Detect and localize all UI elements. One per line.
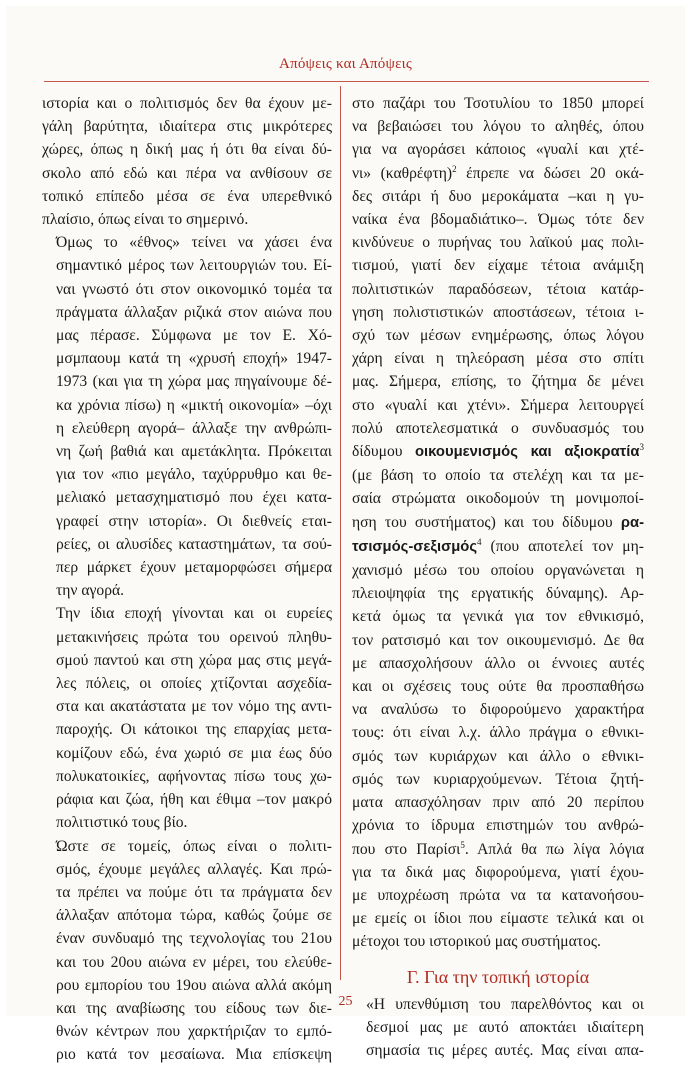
text-line: σμός των κυριαρχούμενων. Τέτοια ζητή- (352, 770, 644, 788)
column-divider (340, 86, 341, 980)
text-line: σημαντικό μέρος των λειτουργιών του. Εί- (56, 257, 332, 275)
text-line (352, 440, 644, 464)
page (6, 6, 685, 1064)
text-run: δίδυμου (352, 443, 416, 461)
paragraph (42, 92, 332, 231)
text-run: . Απλά θα πω λίγα λόγια (464, 840, 644, 858)
right-column (352, 92, 644, 1062)
text-line: χάρη είναι η τηλεόραση μέσα στο σπίτι (352, 350, 644, 368)
text-line: στο «γυαλί και χτένι». Σήμερα λειτουργεί (352, 396, 644, 414)
text-line: Όμως το «έθνος» τείνει να χάσει ένα (56, 234, 332, 252)
text-line: δεσμοί μας με αυτό αποκτάει ιδιαίτερη (366, 1018, 644, 1036)
footnote-marker: 3 (639, 441, 644, 452)
text-line (352, 511, 644, 535)
text-line (352, 162, 644, 185)
text-run: ηση του συστήματος) και του δίδυμου (352, 513, 621, 531)
text-line: σκολο από εδώ και πέρα να ανθίσουν σε (42, 164, 332, 182)
text-line: ναίκα ένα βδομαδιάτικο–. Όμως τότε δεν (352, 211, 644, 229)
text-line: ράφια και ζώα, ήθη και έθιμα –τον μακρό (56, 791, 332, 809)
text-line: πολιτιστικών παραδόσεων, τέτοια κατάρ- (352, 280, 644, 298)
text-line: νη ζωή βαθιά και αμετάκλητα. Πρόκειται (56, 443, 332, 461)
text-line: κομίζουν εδώ, ένα χωριό σε μια έως δύο (56, 744, 332, 762)
text-line: κετά όμως τα γενικά για τον εθνικισμό, (352, 608, 644, 626)
text-line: πλειοψηφία της εργατικής δύναμης). Αρ- (352, 585, 644, 603)
text-line: γραφεί στην ιστορία». Οι διεθνείς εται- (56, 512, 332, 530)
text-run: που στο Παρίσι (352, 840, 461, 858)
text-line: πολιτιστικό τους βίο. (56, 814, 188, 832)
text-line: και του 20ου αιώνα εν μέρει, του ελεύθε- (56, 953, 332, 971)
text-line: πράγματα άλλαξαν ριζικά στον αιώνα που (56, 303, 332, 321)
text-line: με υποχρέωση πρώτα να τα κατανοήσου- (352, 886, 644, 904)
text-line: στο παζάρι του Τσοτυλίου το 1850 μπορεί (352, 95, 644, 112)
text-line: πολύ αποτελεσματικά ο συνδυασμός του (352, 419, 644, 437)
text-line: σχύ των μέσων ενημέρωσης, όπως λόγου (352, 327, 644, 345)
text-line: σμός των κυριάρχων και άλλο ο εθνικι- (352, 747, 644, 765)
footnote-marker: 5 (460, 839, 465, 850)
text-line: μετακινήσεις πρώτα του ορεινού πληθυ- (56, 628, 332, 646)
text-line: μελιακό μετασχηματισμό που έχει κατα- (56, 489, 332, 507)
text-line: ματα απασχόλησαν πριν από 20 περίπου (352, 794, 644, 812)
text-line: κα χρόνια πίσω) η «μικτή οικονομία» –όχι (56, 396, 332, 414)
running-title: Απόψεις και Απόψεις (279, 56, 412, 72)
text-line: τισμού, γιατί δεν είχαμε τέτοια ανάμιξη (352, 257, 644, 275)
left-column (42, 92, 332, 1067)
text-line: γηση πολιστιστικών αποστάσεων, τέτοια ι- (352, 303, 644, 321)
text-line (352, 535, 644, 559)
text-run: έπρεπε να δώσει 20 οκά- (456, 164, 644, 182)
paragraph (42, 602, 332, 834)
text-line: κινδύνευε ο πυρήνας του λαϊκού μας πολι- (352, 234, 644, 252)
text-line: χρόνια το ίδρυμα επιστημών του ανθρώ- (352, 817, 644, 835)
text-line: παροχής. Οι κάτοικοι της επαρχίας μετα- (56, 721, 332, 739)
text-line: χανισμό μέσω του οποίου οργανώνεται η (352, 562, 644, 580)
text-run: (που αποτελεί τον μη- (481, 537, 644, 555)
text-line: τα πρέπει να πούμε ότι τα πράγματα δεν (56, 883, 332, 901)
text-line: σμού παντού και στη χώρα μας στις μεγά- (56, 651, 332, 669)
text-line: ρου εμπορίου του 19ου αιώνα αλλά ακόμη (56, 976, 332, 994)
text-line: με απασχολήσουν άλλο οι έννοιες αυτές (352, 654, 644, 672)
text-line: στα και ακατάστατα με τον νόμο της αντι- (56, 698, 332, 716)
bold-term: ρα- (620, 514, 644, 531)
footnote-marker: 4 (477, 536, 482, 547)
text-line: για τον «πιο μεγάλο, ταχύρρυθμο και θε- (56, 466, 332, 484)
text-line: Ώστε σε τομείς, όπως είναι ο πολιτι- (56, 837, 332, 855)
text-line: και της αναβίωσης του είδους των διε- (56, 999, 332, 1017)
text-line: (με βάση το οποίο τα στελέχη και τα με- (352, 467, 644, 485)
text-line: τον ρατσισμό και τον οικουμενισμό. Δε θα (352, 631, 644, 649)
text-line: σημασία τις μέρες αυτές. Μας είναι απα- (366, 1042, 644, 1060)
text-line: 1973 (και για τη χώρα μας πηγαίνουμε δέ- (56, 373, 332, 391)
text-line: τους: ότι είναι λ.χ. άλλο πράγμα ο εθνικι- (352, 724, 644, 742)
text-line: για τα δικά μας διφορούμενα, γιατί έχου- (352, 863, 644, 881)
header-rule (44, 81, 649, 82)
text-line: περ μάρκετ έχουν μεταμορφώσει σήμερα (56, 559, 332, 577)
page-number: 25 (338, 994, 353, 1009)
paragraph (42, 835, 332, 1067)
text-line: μας. Σήμερα, επίσης, το ζήτημα δε μένει (352, 373, 644, 391)
text-line: μσμπαουμ κατά τη «χρυσή εποχή» 1947- (56, 350, 332, 368)
footnote-marker: 2 (452, 163, 457, 174)
text-line: να αναλύσω το διφορούμενο χαρακτήρα (352, 701, 644, 719)
text-line: με εμείς οι ίδιοι που είμαστε τελικά και οι (352, 910, 644, 928)
paragraph (42, 231, 332, 602)
text-line: την αγορά. (56, 582, 125, 600)
text-line: τοπικό επίπεδο μέσα σε ένα υπερεθνικό (42, 187, 332, 205)
text-line: ρείες, οι αλυσίδες καταστημάτων, τα σού- (56, 535, 332, 553)
text-line: ιστορία και ο πολιτισμός δεν θα έχουν με- (42, 95, 332, 112)
text-line: θνών κέντρων που χαρκτήριζαν το εμπό- (56, 1023, 332, 1041)
text-line: «Η υπενθύμιση του παρελθόντος και οι (366, 995, 644, 1013)
bold-term: τσισμός-σεξισμός (352, 538, 478, 555)
text-line: να βεβαιώσει του λόγου το αληθές, όπου (352, 118, 644, 136)
paragraph (352, 92, 644, 954)
text-line (352, 838, 644, 861)
text-line: πολυκατοικίες, αφήνοντας πίσω τους χω- (56, 767, 332, 785)
text-line: Την ίδια εποχή γίνονται και οι ευρείες (56, 605, 332, 623)
text-line: για να αγοράσει κάποιος «γυαλί και χτέ- (352, 141, 644, 159)
text-line: λες πόλεις, οι οποίες χτίζονται ασχεδία- (56, 675, 332, 693)
text-line: σαία στρώματα οικοδομούν τη μονιμοποί- (352, 490, 644, 508)
text-line: δες σιτάρι ή δυο μεροκάματα –και η γυ- (352, 187, 644, 205)
text-line: σμός, έχουμε μεγάλες αλλαγές. Και πρώ- (56, 860, 332, 878)
text-run: νι» (καθρέφτη) (352, 164, 453, 182)
text-line: έναν συνδυαμό της τεχνολογίας του 21ου (56, 930, 332, 948)
text-line: η ελεύθερη αγορά– άλλαξε την ανθρώπι- (56, 419, 332, 437)
text-line: άλλαξαν απότομα τώρα, καθώς ζούμε σε (56, 907, 332, 925)
section-heading: Γ. Για την τοπική ιστορία (406, 966, 590, 987)
text-line: ναι γνωστό ότι στον οικονομικό τομέα τα (56, 280, 332, 298)
text-line: πλαίσιο, όπως είναι το σημερινό. (42, 211, 249, 229)
bold-term: οικουμενισμός και αξιοκρατία (415, 444, 640, 461)
text-line: ριο κατά τον μεσαίωνα. Μια επίσκεψη (56, 1046, 332, 1064)
text-line: γάλη βαρύτητα, ιδιαίτερα στις μικρότερες (42, 118, 332, 136)
text-line: χώρες, όπως η δική μας ή ότι θα είναι δύ- (42, 141, 332, 159)
text-line: μέτοχοι του ιστορικού μας συστήματος. (352, 933, 601, 951)
text-line: και οι σχέσεις τους ούτε θα προσπαθήσω (352, 678, 644, 696)
text-line: μας πέρασε. Σύμφωνα με τον Ε. Χό- (56, 327, 332, 345)
